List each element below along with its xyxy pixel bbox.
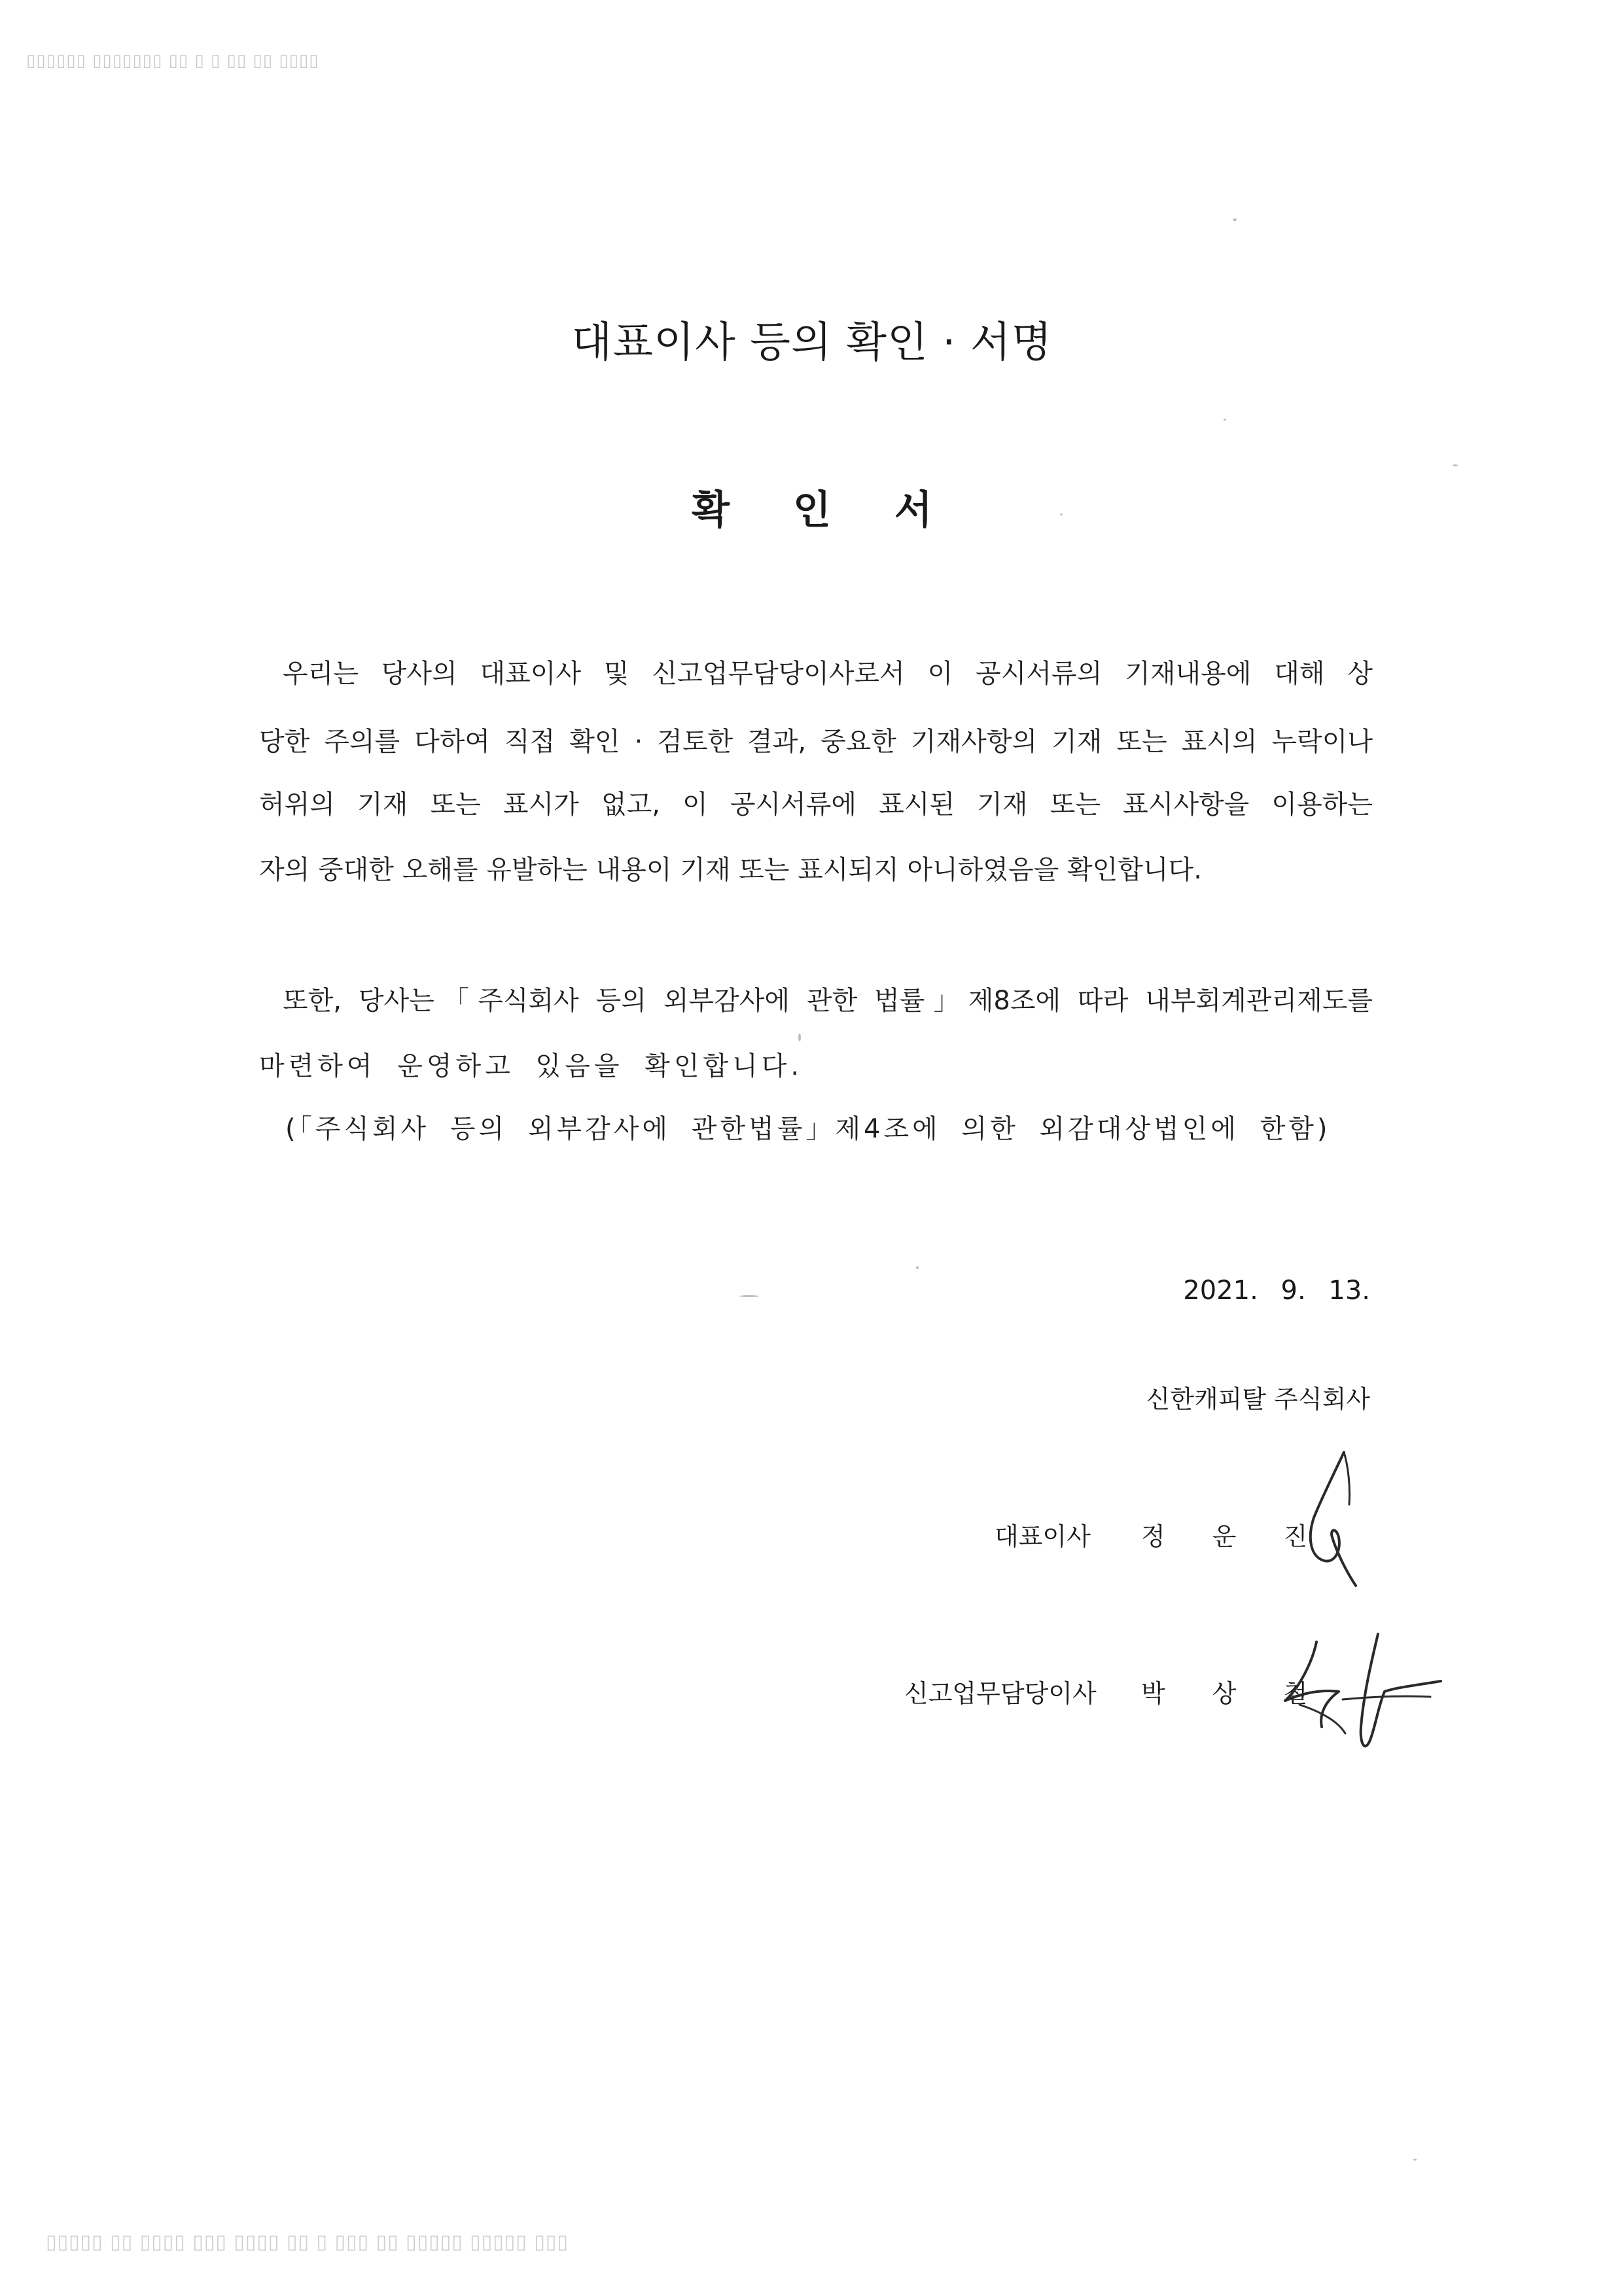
signature-mark	[1280, 1629, 1450, 1760]
paragraph1-line: 우리는 당사의 대표이사 및 신고업무담당이사로서 이 공시서류의 기재내용에 대해 상	[283, 659, 1373, 689]
scan-speck	[916, 1266, 919, 1269]
scan-speck	[1413, 2159, 1417, 2161]
signatory-name: 정 운 진	[1141, 1522, 1328, 1551]
scan-speck	[739, 1295, 759, 1297]
scan-speck	[1453, 464, 1458, 466]
scan-speck	[1224, 419, 1226, 421]
document-date: 2021. 9. 13.	[1183, 1276, 1370, 1306]
company-name: 신한캐피탈 주식회사	[1146, 1385, 1370, 1414]
paragraph1-line: 자의 중대한 오해를 유발하는 내용이 기재 또는 표시되지 아니하였음을 확인합니다.	[259, 855, 1202, 885]
signatory-name: 박 상 철	[1141, 1679, 1328, 1708]
document-subtitle: 확 인 서	[692, 487, 957, 533]
paragraph2-line: 마련하여 운영하고 있음을 확인합니다.	[259, 1051, 803, 1081]
signature-mark	[1296, 1446, 1387, 1590]
scan-speck	[1233, 218, 1237, 221]
paragraph2-line: 또한, 당사는「주식회사 등의 외부감사에 관한 법률」제8조에 따라 내부회계관리제도를	[283, 986, 1373, 1016]
page-title: 대표이사 등의 확인 · 서명	[571, 319, 1053, 367]
signatory-role: 신고업무담당이사	[904, 1679, 1097, 1708]
scan-footer-noise: ▯▯▯▯▯ ▯▯ ▯▯▯▯ ▯▯▯ ▯▯▯▯ ▯▯ ▯ ▯▯▯ ▯▯ ▯▯▯▯▯ ▯▯▯▯▯ ▯▯▯	[46, 2231, 569, 2253]
paragraph1-line: 허위의 기재 또는 표시가 없고, 이 공시서류에 표시된 기재 또는 표시사항을 이용하는	[259, 790, 1373, 820]
paragraph1-line: 당한 주의를 다하여 직접 확인 · 검토한 결과, 중요한 기재사항의 기재 또는 표시의 누락이나	[259, 727, 1373, 757]
scan-speck	[798, 1034, 801, 1041]
paragraph2-line: (「주식회사 등의 외부감사에 관한법률」제4조에 의한 외감대상법인에 한함)	[285, 1114, 1331, 1144]
signatory-role: 대표이사	[995, 1522, 1091, 1551]
scan-header-noise: ▯▯▯▯▯▯ ▯▯▯▯▯▯▯ ▯▯ ▯ ▯ ▯▯ ▯▯ ▯▯▯▯	[26, 51, 319, 71]
